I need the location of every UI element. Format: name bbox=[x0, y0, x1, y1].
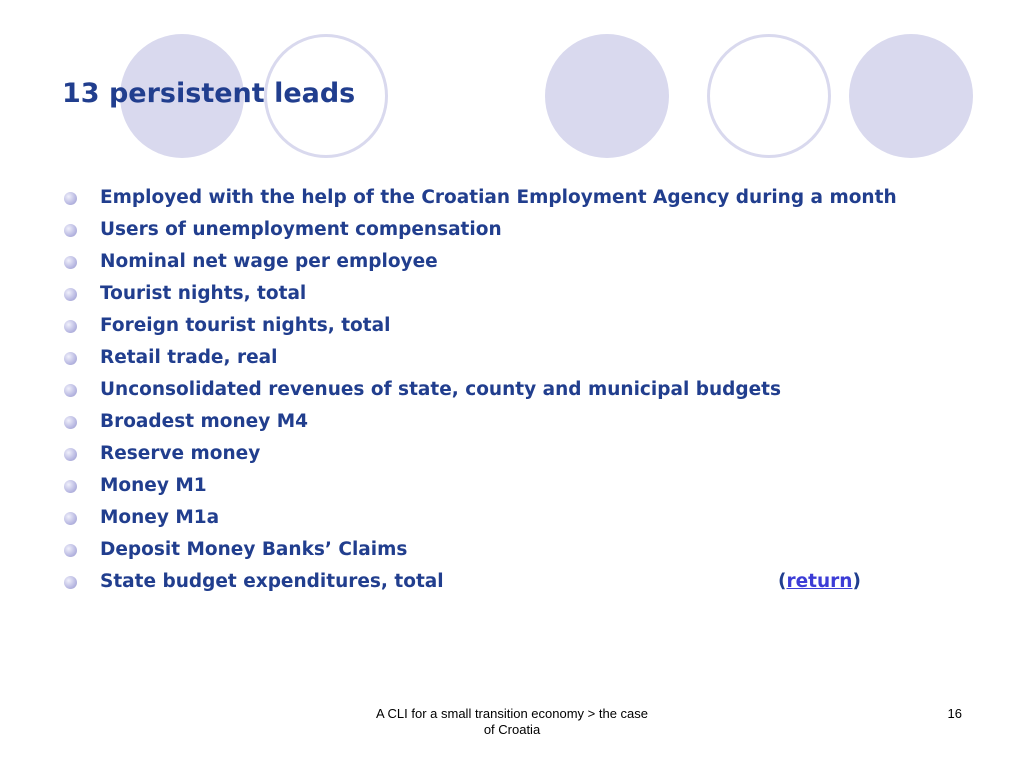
decorative-circle-filled bbox=[849, 34, 973, 158]
bullet-text: Reserve money bbox=[100, 443, 261, 464]
bullet-text: Unconsolidated revenues of state, county and municipal budgets bbox=[100, 379, 782, 400]
bullet-text: Money M1 bbox=[100, 475, 207, 496]
footer-text-line2: of Croatia bbox=[483, 722, 541, 737]
bullet-text: Deposit Money Banks’ Claims bbox=[100, 539, 408, 560]
return-open-paren: ( bbox=[778, 571, 787, 592]
bullet-item bbox=[60, 278, 990, 310]
bullet-text: Employed with the help of the Croatian Employment Agency during a month bbox=[100, 187, 897, 208]
bullet-dot-icon bbox=[64, 576, 77, 589]
bullet-item bbox=[60, 566, 990, 598]
bullet-dot-icon bbox=[64, 256, 77, 269]
bullet-item bbox=[60, 470, 990, 502]
bullet-text: Retail trade, real bbox=[100, 347, 278, 368]
bullet-dot-icon bbox=[64, 384, 77, 397]
bullet-dot-icon bbox=[64, 448, 77, 461]
bullet-dot-icon bbox=[64, 544, 77, 557]
bullet-item bbox=[60, 182, 990, 214]
bullet-dot-icon bbox=[64, 480, 77, 493]
bullet-text: State budget expenditures, total bbox=[100, 571, 444, 592]
bullet-dot-icon bbox=[64, 192, 77, 205]
bullet-dot-icon bbox=[64, 224, 77, 237]
decorative-circle-outline bbox=[707, 34, 831, 158]
slide-title: 13 persistent leads bbox=[62, 78, 356, 109]
footer-text-line1: A CLI for a small transition economy > the case bbox=[375, 706, 649, 721]
bullet-item bbox=[60, 406, 990, 438]
bullet-item bbox=[60, 246, 990, 278]
bullet-item bbox=[60, 534, 990, 566]
bullet-text: Money M1a bbox=[100, 507, 220, 528]
bullet-text: Foreign tourist nights, total bbox=[100, 315, 391, 336]
bullet-item bbox=[60, 502, 990, 534]
bullet-list bbox=[60, 182, 990, 598]
bullet-dot-icon bbox=[64, 288, 77, 301]
page-number: 16 bbox=[947, 706, 962, 721]
bullet-text: Nominal net wage per employee bbox=[100, 251, 438, 272]
bullet-dot-icon bbox=[64, 416, 77, 429]
bullet-dot-icon bbox=[64, 320, 77, 333]
bullet-item bbox=[60, 342, 990, 374]
bullet-dot-icon bbox=[64, 512, 77, 525]
bullet-item bbox=[60, 374, 990, 406]
bullet-text: Users of unemployment compensation bbox=[100, 219, 502, 240]
decorative-circle-filled bbox=[545, 34, 669, 158]
return-close-paren: ) bbox=[852, 571, 861, 592]
bullet-item bbox=[60, 310, 990, 342]
bullet-dot-icon bbox=[64, 352, 77, 365]
bullet-item bbox=[60, 214, 990, 246]
slide-footer bbox=[340, 706, 684, 738]
bullet-item bbox=[60, 438, 990, 470]
bullet-text: Broadest money M4 bbox=[100, 411, 308, 432]
bullet-text: Tourist nights, total bbox=[100, 283, 307, 304]
return-link[interactable]: return bbox=[786, 571, 853, 592]
return-link-group bbox=[778, 566, 861, 598]
